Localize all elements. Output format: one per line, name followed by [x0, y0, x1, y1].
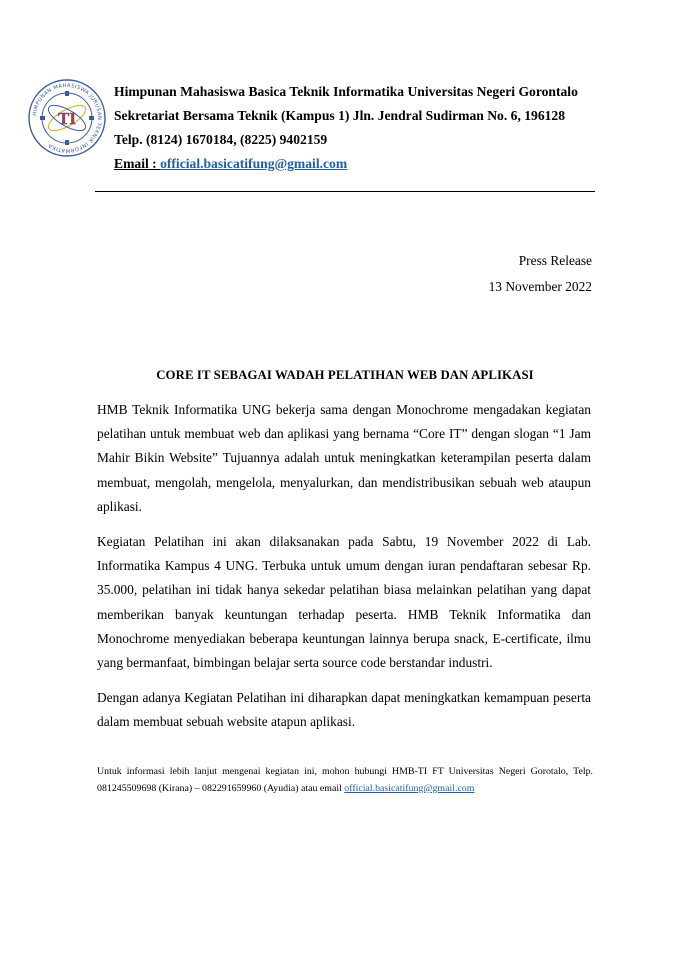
- release-date: 13 November 2022: [488, 279, 592, 294]
- footer-email-link[interactable]: official.basicatifung@gmail.com: [344, 783, 475, 794]
- paragraph-1: HMB Teknik Informatika UNG bekerja sama dengan Monochrome mengadakan kegiatan pelatihan untuk membuat web dan aplikasi yang bernama “Core IT” dengan slogan “1 Jam Mahir Bikin Website” Tujuannya adalah untuk meningkatkan keterampilan peserta dalam membuat, mengolah, mengelola, menyalurkan, dan mendistribusikan sebuah web ataupun aplikasi.: [97, 402, 591, 514]
- email-label: Email :: [114, 156, 161, 171]
- emblem-ring-text: HIMPUNAN MAHASISWA JURUSAN TEKNIK INFORMATIKA: [32, 82, 103, 154]
- org-email-line: [114, 152, 604, 176]
- emblem-monogram: TI: [58, 109, 76, 128]
- footer-text: Untuk informasi lebih lanjut mengenai kegiatan ini, mohon hubungi HMB-TI FT Universitas Negeri Gorotalo, Telp. 081245509698 (Kirana) – 082291659960 (Ayudia) atau email: [97, 766, 593, 794]
- org-email-link[interactable]: official.basicatifung@gmail.com: [160, 156, 348, 171]
- org-name: Himpunan Mahasiswa Basica Teknik Informatika Universitas Negeri Gorontalo: [114, 84, 578, 99]
- contact-footer: [97, 763, 593, 797]
- body-text: [97, 398, 591, 746]
- org-address: Sekretariat Bersama Teknik (Kampus 1) Jln. Jendral Sudirman No. 6, 196128: [114, 108, 566, 123]
- letterhead: [114, 80, 604, 176]
- letterhead-divider: [95, 191, 595, 192]
- paragraph-3: Dengan adanya Kegiatan Pelatihan ini diharapkan dapat meningkatkan kemampuan peserta dalam membuat sebuah website atapun aplikasi.: [97, 690, 591, 730]
- release-meta: [489, 248, 592, 300]
- hmb-ti-emblem-icon: [27, 78, 107, 158]
- org-phone: Telp. (8124) 1670184, (8225) 9402159: [114, 132, 328, 147]
- doc-type: Press Release: [518, 253, 592, 268]
- page-title: CORE IT SEBAGAI WADAH PELATIHAN WEB DAN APLIKASI: [156, 368, 534, 382]
- paragraph-2: Kegiatan Pelatihan ini akan dilaksanakan pada Sabtu, 19 November 2022 di Lab. Informatika Kampus 4 UNG. Terbuka untuk umum dengan iuran pendaftaran sebesar Rp. 35.000, pelatihan ini tidak hanya sekedar pelatihan biasa melainkan pelatihan yang dapat memberikan banyak keuntungan terhadap peserta. HMB Teknik Informatika dan Monochrome menyediakan beberapa keuntungan lainnya berupa snack, E-certificate, ilmu yang bermanfaat, bimbingan belajar serta source code berstandar industri.: [97, 534, 591, 671]
